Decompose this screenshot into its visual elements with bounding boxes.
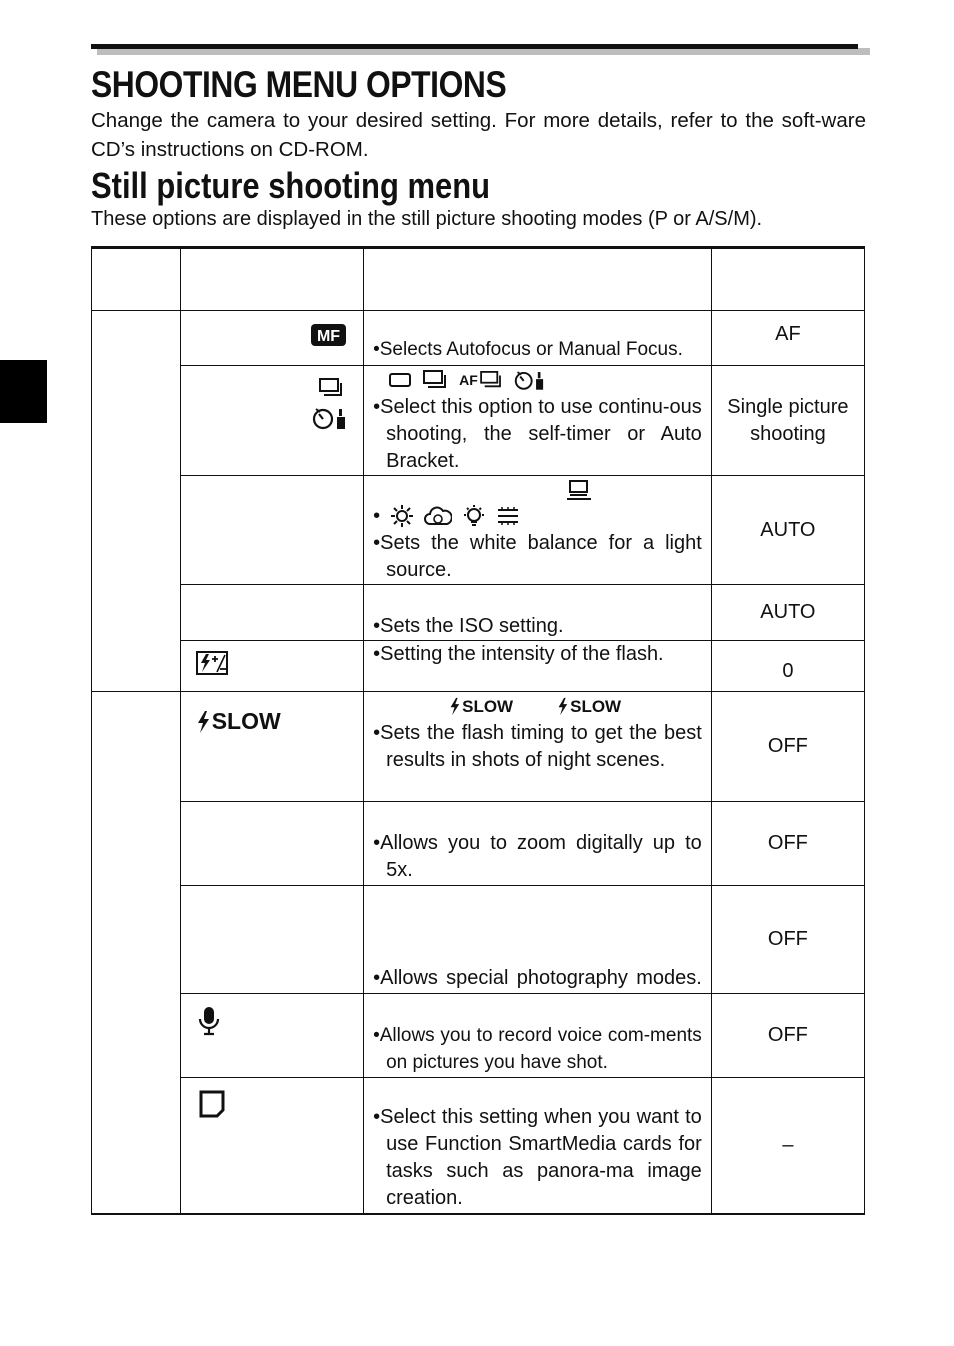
bulb-icon bbox=[462, 504, 486, 528]
flash-slow-options bbox=[373, 692, 702, 720]
drive-options-icons bbox=[373, 366, 702, 394]
description-cell bbox=[364, 994, 712, 1078]
table-row bbox=[92, 1078, 865, 1214]
table-row bbox=[92, 802, 865, 886]
description-cell bbox=[364, 476, 712, 585]
item-cell-white-balance bbox=[180, 476, 363, 585]
function-card-description: •Select this setting when you want to use Function SmartMedia cards for tasks such as panora-ma image creation. bbox=[373, 1106, 702, 1209]
item-cell-iso bbox=[180, 585, 363, 641]
sun-icon bbox=[390, 504, 414, 528]
header-cell-item bbox=[180, 248, 363, 311]
default-value: OFF bbox=[711, 692, 864, 802]
description-cell bbox=[364, 1078, 712, 1214]
table-header-row bbox=[92, 248, 865, 311]
flash-slow-icon bbox=[557, 693, 621, 720]
header-cell-group bbox=[92, 248, 181, 311]
drive-description: •Select this option to use continu-ous shooting, the self-timer or Auto Bracket. bbox=[373, 396, 702, 472]
page-title: SHOOTING MENU OPTIONS bbox=[91, 64, 507, 105]
item-cell-flash-intensity bbox=[180, 641, 363, 692]
default-value: AUTO bbox=[711, 476, 864, 585]
single-frame-icon bbox=[389, 372, 411, 388]
flash-slow-label: SLOW bbox=[211, 708, 281, 734]
microphone-icon bbox=[198, 1006, 220, 1036]
fluorescent-icon bbox=[496, 506, 520, 526]
default-value: AUTO bbox=[711, 585, 864, 641]
table-row bbox=[92, 641, 865, 692]
svg-text:MF: MF bbox=[317, 328, 341, 345]
mf-icon bbox=[311, 324, 346, 346]
header-rule-shadow bbox=[97, 48, 870, 55]
preset-wb-icon bbox=[566, 480, 592, 500]
description-cell bbox=[364, 366, 712, 476]
header-rule bbox=[91, 44, 858, 49]
flash-compensation-icon bbox=[196, 651, 228, 675]
iso-description: •Sets the ISO setting. bbox=[373, 615, 564, 637]
slow-label: SLOW bbox=[570, 696, 622, 716]
table-row bbox=[92, 311, 865, 366]
header-cell-description bbox=[364, 248, 712, 311]
intro-text: Change the camera to your desired setting. For more details, refer to the soft-ware CD’s instructions on CD-ROM. bbox=[91, 109, 866, 161]
group-cell-2 bbox=[92, 692, 181, 1214]
photography-modes-description: •Allows special photography modes. bbox=[373, 967, 702, 989]
digital-zoom-description: •Allows you to zoom digitally up to 5x. bbox=[373, 832, 702, 881]
flash-slow-description: •Sets the flash timing to get the best results in shots of night scenes. bbox=[373, 722, 702, 771]
white-balance-icons: • bbox=[373, 502, 702, 530]
default-value: OFF bbox=[711, 802, 864, 886]
default-value: – bbox=[711, 1078, 864, 1214]
focus-description: •Selects Autofocus or Manual Focus. bbox=[373, 339, 683, 360]
description-cell bbox=[364, 641, 712, 692]
item-cell-digital-zoom bbox=[180, 802, 363, 886]
section-title: Still picture shooting menu bbox=[91, 165, 491, 206]
af-label: AF bbox=[459, 371, 478, 388]
self-timer-icon bbox=[514, 369, 544, 391]
default-value: 0 bbox=[711, 641, 864, 692]
item-cell-drive bbox=[180, 366, 363, 476]
flash-slow-icon bbox=[449, 693, 513, 720]
default-value: AF bbox=[711, 311, 864, 366]
white-balance-description: •Sets the white balance for a light source. bbox=[373, 532, 702, 581]
flash-slow-icon bbox=[196, 708, 281, 735]
description-cell bbox=[364, 886, 712, 994]
section-intro: These options are displayed in the still picture shooting modes (P or A/S/M). bbox=[91, 208, 763, 230]
table-row bbox=[92, 366, 865, 476]
description-cell bbox=[364, 692, 712, 802]
cloud-icon bbox=[424, 505, 452, 527]
default-value: Single picture shooting bbox=[711, 366, 864, 476]
slow-label: SLOW bbox=[462, 696, 514, 716]
default-value: OFF bbox=[711, 994, 864, 1078]
smartmedia-card-icon bbox=[199, 1090, 225, 1118]
self-timer-icon bbox=[312, 406, 346, 430]
default-value: OFF bbox=[711, 886, 864, 994]
section-tab-marker bbox=[0, 360, 47, 423]
item-cell-voice-memo bbox=[180, 994, 363, 1078]
continuous-icon bbox=[423, 370, 447, 390]
item-cell-photography-modes bbox=[180, 886, 363, 994]
item-cell-focus bbox=[180, 311, 363, 366]
table-row bbox=[92, 886, 865, 994]
group-cell-1 bbox=[92, 311, 181, 692]
continuous-icon bbox=[319, 378, 343, 398]
options-table bbox=[91, 246, 865, 1215]
item-cell-function-card bbox=[180, 1078, 363, 1214]
description-cell bbox=[364, 585, 712, 641]
voice-memo-description: •Allows you to record voice com-ments on pictures you have shot. bbox=[373, 1025, 702, 1073]
table-row bbox=[92, 692, 865, 802]
header-cell-default bbox=[711, 248, 864, 311]
af-bracket-icon bbox=[459, 367, 502, 394]
table-row bbox=[92, 476, 865, 585]
flash-intensity-description: •Setting the intensity of the flash. bbox=[373, 643, 664, 665]
table-row bbox=[92, 994, 865, 1078]
item-cell-flash-slow bbox=[180, 692, 363, 802]
description-cell bbox=[364, 802, 712, 886]
table-row bbox=[92, 585, 865, 641]
description-cell bbox=[364, 311, 712, 366]
